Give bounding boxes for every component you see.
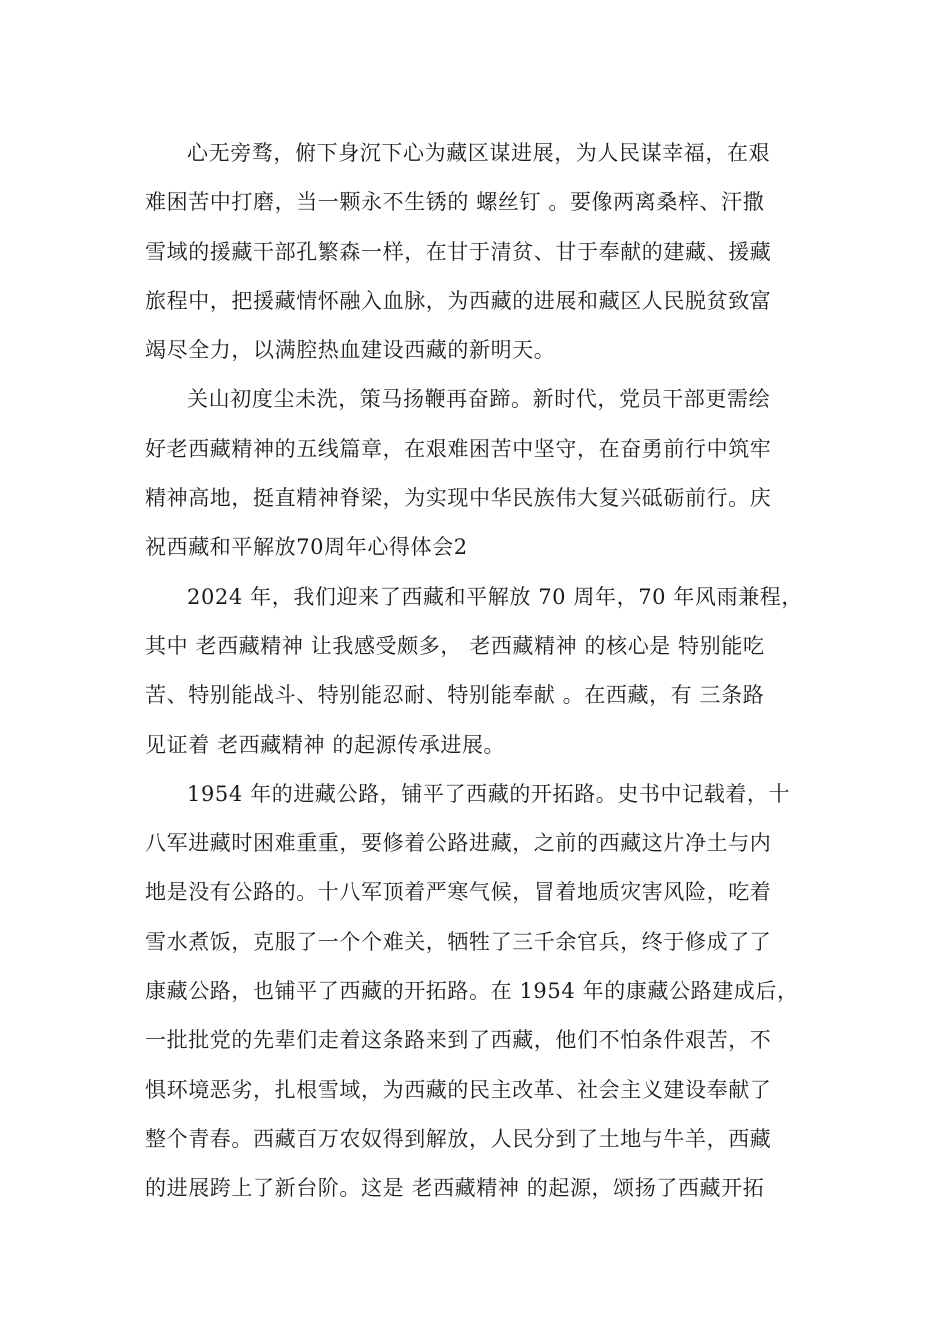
text-line: 康藏公路，也铺平了西藏的开拓路。在 1954 年的康藏公路建成后， bbox=[145, 979, 799, 1004]
text-line: 苦、特别能战斗、特别能忍耐、特别能奉献 。在西藏，有 三条路 bbox=[145, 683, 765, 708]
paragraph-1 bbox=[145, 129, 805, 375]
text-line: 2024 年，我们迎来了西藏和平解放 70 周年，70 年风雨兼程， bbox=[187, 584, 803, 609]
text-line: 心无旁骛，俯下身沉下心为藏区谋进展，为人民谋幸福，在艰 bbox=[187, 141, 771, 165]
text-line: 祝西藏和平解放70周年心得体会2 bbox=[145, 535, 468, 560]
text-line: 1954 年的进藏公路，铺平了西藏的开拓路。史书中记载着，十 bbox=[187, 781, 791, 806]
text-line: 关山初度尘未洗，策马扬鞭再奋蹄。新时代，党员干部更需绘 bbox=[187, 387, 771, 412]
document-body bbox=[145, 129, 805, 1214]
text-line: 精神高地，挺直精神脊梁，为实现中华民族伟大复兴砥砺前行。庆 bbox=[145, 486, 772, 511]
paragraph-2 bbox=[145, 375, 805, 572]
text-line: 整个青春。西藏百万农奴得到解放，人民分到了土地与牛羊，西藏 bbox=[145, 1126, 772, 1151]
text-line: 惧环境恶劣，扎根雪域，为西藏的民主改革、社会主义建设奉献了 bbox=[145, 1077, 772, 1102]
text-line: 竭尽全力，以满腔热血建设西藏的新明天。 bbox=[145, 338, 556, 363]
text-line: 八军进藏时困难重重，要修着公路进藏，之前的西藏这片净土与内 bbox=[145, 831, 772, 856]
paragraph-4 bbox=[145, 770, 805, 1214]
text-line: 雪域的援藏干部孔繁森一样，在甘于清贫、甘于奉献的建藏、援藏 bbox=[145, 239, 772, 264]
text-line: 见证着 老西藏精神 的起源传承进展。 bbox=[145, 732, 506, 757]
text-line: 雪水煮饭，克服了一个个难关，牺牲了三千余官兵，终于修成了了 bbox=[145, 929, 772, 954]
text-line: 一批批党的先辈们走着这条路来到了西藏，他们不怕条件艰苦，不 bbox=[145, 1028, 772, 1053]
text-line: 好老西藏精神的五线篇章，在艰难困苦中坚守，在奋勇前行中筑牢 bbox=[145, 436, 772, 461]
text-line: 旅程中，把援藏情怀融入血脉，为西藏的进展和藏区人民脱贫致富 bbox=[145, 288, 772, 313]
text-line: 地是没有公路的。十八军顶着严寒气候，冒着地质灾害风险，吃着 bbox=[145, 880, 772, 905]
text-line: 其中 老西藏精神 让我感受颇多， 老西藏精神 的核心是 特别能吃 bbox=[145, 633, 765, 658]
text-line: 难困苦中打磨，当一颗永不生锈的 螺丝钉 。要像两离桑梓、汗撒 bbox=[145, 190, 765, 215]
text-line: 的进展跨上了新台阶。这是 老西藏精神 的起源，颂扬了西藏开拓 bbox=[145, 1176, 765, 1201]
paragraph-3 bbox=[145, 573, 805, 770]
